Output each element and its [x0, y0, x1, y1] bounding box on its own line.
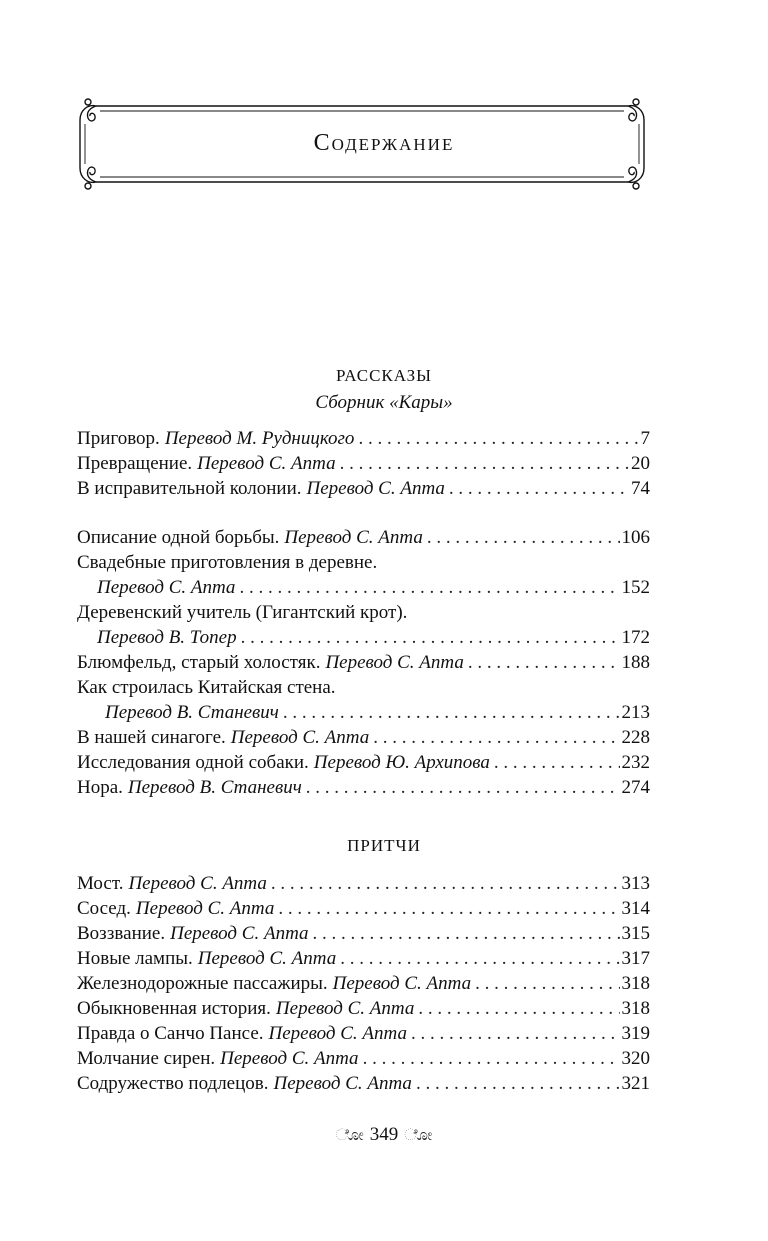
entry-translator: Перевод С. Апта: [230, 727, 370, 748]
leader-dots: [475, 973, 619, 995]
entry-translator: Перевод С. Апта: [197, 453, 336, 474]
entry-page: 7: [640, 428, 650, 449]
section-title-stories: РАССКАЗЫ: [336, 366, 432, 385]
leader-dots: [468, 652, 620, 674]
entry-title: Блюмфельд, старый холостяк.: [77, 652, 321, 673]
entry-translator: Перевод С. Апта: [325, 652, 464, 673]
entry-page: 213: [621, 702, 650, 723]
flourish-right-icon: ೋ: [404, 1127, 433, 1144]
toc-entry[interactable]: [77, 752, 650, 777]
entry-page: 315: [621, 923, 650, 944]
leader-dots: [283, 702, 620, 724]
entry-title: Сосед.: [77, 898, 131, 919]
toc-entry[interactable]: [77, 1023, 650, 1048]
toc-entry[interactable]: [77, 923, 650, 948]
entry-title: Описание одной борьбы.: [77, 527, 280, 548]
entry-translator: Перевод С. Апта: [332, 973, 472, 994]
leader-dots: [418, 998, 619, 1020]
entry-translator: Перевод С. Апта: [275, 998, 415, 1019]
toc-entry[interactable]: [77, 652, 650, 677]
flourish-left-icon: ೋ: [335, 1127, 364, 1144]
entry-translator: Перевод Ю. Архипова: [313, 752, 490, 773]
entry-title: Как строилась Китайская стена.: [77, 677, 336, 698]
toc-group-parables: [77, 873, 650, 1098]
entry-page: 321: [621, 1073, 650, 1094]
entry-title: Превращение.: [77, 453, 193, 474]
leader-dots: [363, 1048, 620, 1070]
entry-title: Воззвание.: [77, 923, 166, 944]
leader-dots: [241, 627, 620, 649]
entry-title: Обыкновенная история.: [77, 998, 271, 1019]
entry-translator: Перевод С. Апта: [273, 1073, 412, 1094]
leader-dots: [340, 453, 629, 475]
toc-entry[interactable]: [77, 873, 650, 898]
toc-entry[interactable]: [77, 727, 650, 752]
toc-entry[interactable]: [77, 527, 650, 552]
page-title: Содержание: [313, 130, 455, 156]
leader-dots: [494, 752, 620, 774]
page-number: 349: [369, 1124, 399, 1145]
toc-entry[interactable]: [77, 898, 650, 923]
leader-dots: [373, 727, 619, 749]
entry-page: 106: [621, 527, 650, 548]
section-title-parables: ПРИТЧИ: [347, 836, 421, 855]
entry-translator: Перевод С. Апта: [220, 1048, 359, 1069]
entry-translator: Перевод С. Апта: [306, 478, 445, 499]
toc-entry-title-line[interactable]: [77, 602, 650, 627]
leader-dots: [427, 527, 620, 549]
leader-dots: [271, 873, 620, 895]
entry-title: Содружество подлецов.: [77, 1073, 269, 1094]
entry-page: 318: [621, 973, 650, 994]
entry-title: Свадебные приготовления в деревне.: [77, 552, 378, 573]
toc-entry[interactable]: [77, 777, 650, 802]
leader-dots: [358, 428, 638, 450]
toc-entry-title-line[interactable]: [77, 677, 650, 702]
leader-dots: [340, 948, 619, 970]
entry-page: 232: [621, 752, 650, 773]
toc-entry[interactable]: [77, 428, 650, 453]
toc-entry[interactable]: [77, 1073, 650, 1098]
entry-translator: Перевод В. Станевич: [127, 777, 302, 798]
entry-page: 274: [621, 777, 650, 798]
entry-title: Новые лампы.: [77, 948, 193, 969]
toc-entry-continuation[interactable]: [77, 702, 650, 727]
entry-page: 74: [631, 478, 650, 499]
toc-entry[interactable]: [77, 973, 650, 998]
entry-translator: Перевод С. Апта: [170, 923, 309, 944]
entry-page: 313: [621, 873, 650, 894]
entry-translator: Перевод С. Апта: [135, 898, 275, 919]
entry-page: 20: [631, 453, 650, 474]
entry-title: Правда о Санчо Пансе.: [77, 1023, 264, 1044]
toc-entry[interactable]: [77, 453, 650, 478]
toc-entry[interactable]: [77, 948, 650, 973]
leader-dots: [306, 777, 620, 799]
toc-entry-continuation[interactable]: [77, 627, 650, 652]
toc-entry-title-line[interactable]: [77, 552, 650, 577]
leader-dots: [449, 478, 629, 500]
entry-translator: Перевод С. Апта: [268, 1023, 407, 1044]
entry-page: 320: [621, 1048, 650, 1069]
entry-translator: Перевод С. Апта: [128, 873, 267, 894]
entry-page: 228: [621, 727, 650, 748]
entry-translator: Перевод С. Апта: [197, 948, 337, 969]
leader-dots: [278, 898, 619, 920]
entry-title: Деревенский учитель (Гигантский крот).: [77, 602, 408, 623]
entry-title: Приговор.: [77, 428, 160, 449]
entry-title: Нора.: [77, 777, 123, 798]
leader-dots: [239, 577, 619, 599]
toc-group-2: [77, 527, 650, 802]
toc-entry[interactable]: [77, 1048, 650, 1073]
leader-dots: [313, 923, 620, 945]
entry-page: 319: [621, 1023, 650, 1044]
collection-subtitle: Сборник «Кары»: [315, 392, 453, 413]
entry-title: Исследования одной собаки.: [77, 752, 309, 773]
entry-translator: Перевод М. Рудницкого: [164, 428, 355, 449]
entry-title: В нашей синагоге.: [77, 727, 226, 748]
leader-dots: [416, 1073, 620, 1095]
entry-title: В исправительной колонии.: [77, 478, 302, 499]
entry-translator: Перевод В. Станевич: [105, 702, 279, 723]
entry-translator: Перевод С. Апта: [284, 527, 423, 548]
toc-entry[interactable]: [77, 478, 650, 503]
entry-page: 172: [621, 627, 650, 648]
toc-entry[interactable]: [77, 998, 650, 1023]
page-number-footer: [0, 1124, 768, 1146]
entry-page: 188: [621, 652, 650, 673]
entry-page: 317: [621, 948, 650, 969]
toc-entry-continuation[interactable]: [77, 577, 650, 602]
entry-title: Молчание сирен.: [77, 1048, 216, 1069]
entry-translator: Перевод В. Топер: [97, 627, 237, 648]
toc-group-1: [77, 428, 650, 503]
entry-page: 152: [621, 577, 650, 598]
entry-page: 314: [621, 898, 650, 919]
entry-title: Мост.: [77, 873, 124, 894]
entry-translator: Перевод С. Апта: [97, 577, 236, 598]
entry-page: 318: [621, 998, 650, 1019]
entry-title: Железнодорожные пассажиры.: [77, 973, 328, 994]
leader-dots: [411, 1023, 620, 1045]
